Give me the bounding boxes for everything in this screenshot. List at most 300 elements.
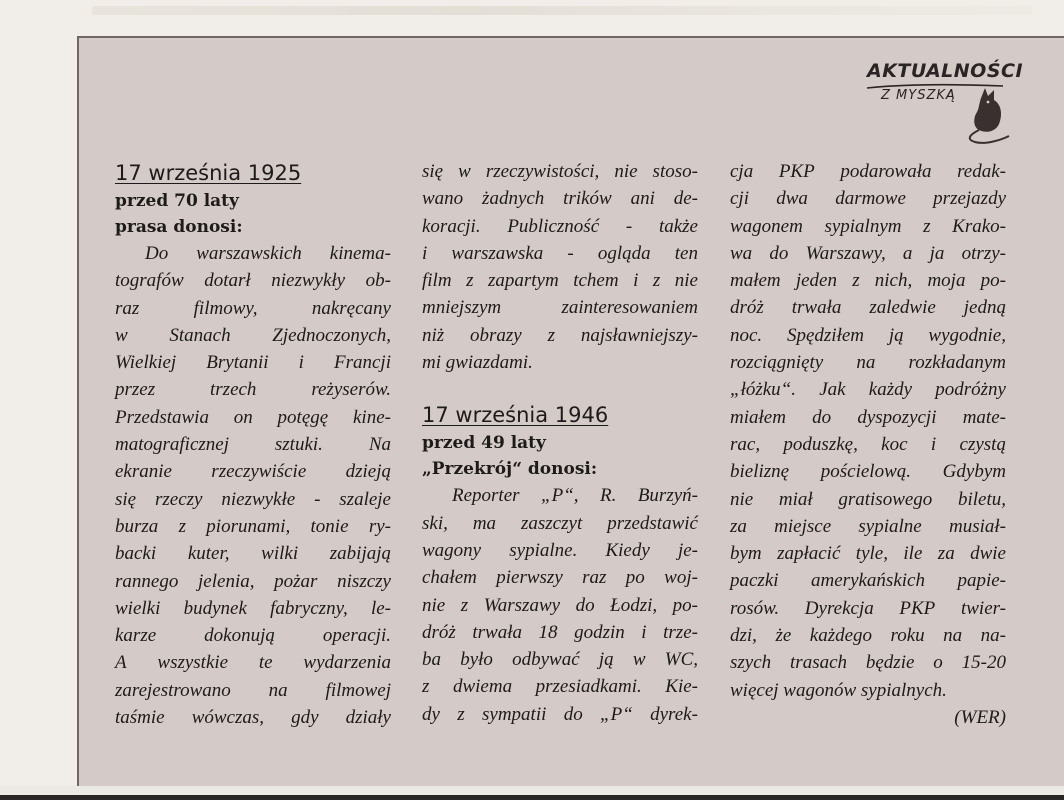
word: miał [778, 488, 813, 510]
logo-subtitle: Z MYSZKĄ [881, 88, 956, 103]
word: trze- [663, 621, 698, 643]
word: raz [115, 297, 140, 319]
word: żadnych [482, 188, 545, 210]
text-line [422, 646, 698, 673]
text-line [422, 482, 698, 509]
word: budynek [183, 597, 247, 619]
text-line [115, 431, 391, 458]
word: i [298, 352, 304, 374]
word: „P“ [600, 703, 633, 725]
word: Burzyń- [637, 485, 698, 507]
word: R. [599, 485, 617, 507]
word: WC, [664, 649, 698, 671]
word: małem [730, 270, 781, 292]
word: cja [730, 161, 754, 182]
text-line [730, 349, 1006, 376]
word: mniejszym [422, 297, 502, 319]
word: - [625, 215, 633, 237]
word: dy [422, 703, 440, 725]
word: Gdybym [942, 461, 1006, 483]
word: amerykańskich [811, 570, 925, 592]
word: woj- [664, 567, 698, 589]
word: do [575, 594, 595, 616]
word: wszystkie [157, 652, 229, 674]
word: z [460, 594, 469, 616]
word: kinema- [329, 243, 391, 264]
word: miałem [730, 406, 786, 428]
word: papie- [957, 570, 1006, 592]
word: rzeczy [154, 488, 203, 510]
text-line [422, 213, 698, 240]
word: on [233, 406, 253, 428]
word: niszczy [337, 570, 391, 592]
word: - [567, 242, 574, 264]
word: twier- [960, 597, 1006, 619]
byline [730, 704, 1006, 731]
word: rosów. [730, 597, 780, 619]
text-line [730, 595, 1006, 622]
bottom-rule [0, 795, 1064, 800]
word: nie [422, 594, 446, 616]
word: ekranie [115, 461, 172, 483]
word: wówczas, [191, 707, 265, 729]
text-line [730, 322, 1006, 349]
word: się [115, 488, 137, 510]
word: moja [927, 270, 966, 292]
word: wydarzenia [303, 652, 391, 674]
word: sztuki. [274, 434, 323, 456]
word: film [422, 270, 452, 292]
word: niezwykły [271, 270, 346, 292]
word: fabryczny, [270, 597, 348, 619]
word: Wielkiej [115, 352, 177, 374]
word: bym [730, 543, 762, 565]
text-line [730, 376, 1006, 403]
word: matograficznej [115, 434, 229, 456]
word: 18 [538, 621, 558, 643]
text-line [115, 486, 391, 513]
word: cji [730, 188, 749, 210]
text-line [730, 294, 1006, 321]
entry-body [422, 482, 698, 728]
word: sypialne [858, 515, 922, 537]
word: tografów [115, 270, 184, 292]
word: ma [472, 512, 497, 534]
word: burza [115, 515, 159, 537]
word: operacji. [322, 625, 391, 647]
word: raz [582, 567, 607, 589]
word: ob- [365, 270, 391, 292]
word: rozciągnięty [730, 352, 824, 374]
text-line [422, 322, 698, 349]
word: Stanach [169, 324, 231, 346]
word: po [625, 567, 645, 589]
word: czystą [959, 433, 1006, 455]
text-line [115, 540, 391, 567]
text-line [730, 649, 1006, 676]
text-line [422, 619, 698, 646]
word: odbywać [512, 649, 580, 671]
text-line [115, 649, 391, 676]
text-line [115, 349, 391, 376]
word: że [775, 625, 792, 647]
word: sympatii [482, 703, 547, 725]
word: na- [980, 625, 1006, 647]
text-line [422, 240, 698, 267]
word: darmowe [835, 188, 906, 210]
text-line [115, 322, 391, 349]
word: Brytanii [206, 352, 269, 374]
word: wagonem [730, 215, 803, 237]
word: Warszawy, [805, 242, 886, 264]
word: Zjednoczonych, [272, 324, 391, 346]
entry-body [422, 158, 698, 376]
word: le- [370, 597, 391, 619]
word: ski, [422, 512, 448, 534]
word: filmowej [325, 679, 391, 701]
word: w [632, 649, 646, 671]
word: Łodzi, [610, 594, 658, 616]
word: - [314, 488, 321, 510]
text-run: mi gwiazdami. [422, 352, 533, 374]
word: Publiczność [507, 215, 600, 237]
word: nie [614, 161, 638, 182]
mouse-icon [961, 84, 1011, 146]
word: podarowała [840, 161, 932, 182]
text-line [115, 295, 391, 322]
word: zarejestrowano [115, 679, 231, 701]
word: 15-20 [961, 652, 1006, 674]
word: na [268, 679, 288, 701]
word: wygodnie, [928, 324, 1006, 346]
word: potęgę [277, 406, 329, 428]
word: nie [730, 488, 754, 510]
word: ba [422, 649, 441, 671]
word: Francji [334, 352, 391, 374]
word: dwie [970, 543, 1006, 565]
text-line [115, 376, 391, 403]
entry-body [115, 240, 391, 731]
word: godzin [574, 621, 625, 643]
word: zaledwie [869, 297, 936, 319]
word: zapartym [487, 270, 559, 292]
word: dróż [422, 621, 456, 643]
word: mate- [962, 406, 1006, 428]
word: de- [673, 188, 698, 210]
word: zapłacić [777, 543, 841, 565]
word: w [115, 324, 128, 346]
word: Krako- [952, 215, 1006, 237]
text-line [422, 701, 698, 728]
word: za [937, 543, 955, 565]
word: rannego [115, 570, 179, 592]
word: także [658, 215, 698, 237]
text-line [115, 595, 391, 622]
word: wilki [261, 543, 299, 565]
word: warszawskich [196, 243, 302, 264]
word: wa [730, 242, 753, 264]
word: i [633, 270, 639, 292]
word: jelenia, [198, 570, 255, 592]
entry-body [730, 158, 1006, 731]
text-line [730, 486, 1006, 513]
word: Kiedy [605, 539, 650, 561]
word: po- [672, 594, 698, 616]
text-line [730, 622, 1006, 649]
text-line [730, 513, 1006, 540]
word: stoso- [652, 161, 698, 182]
text-line [730, 213, 1006, 240]
word: każdy [868, 379, 913, 401]
word: bieliznę [730, 461, 790, 483]
word: ja [929, 242, 945, 264]
text-line [730, 267, 1006, 294]
word: kuter, [187, 543, 230, 565]
word: pościelową. [820, 461, 912, 483]
word: paczki [730, 570, 779, 592]
word: niż [422, 324, 445, 346]
word: koc [881, 433, 908, 455]
word: i [930, 433, 937, 455]
text-line [730, 567, 1006, 594]
text-line [115, 240, 391, 267]
word: trwała [472, 621, 522, 643]
text-line [115, 622, 391, 649]
text-line [422, 592, 698, 619]
word: a [902, 242, 913, 264]
word: biletu, [957, 488, 1006, 510]
text-line [730, 540, 1006, 567]
word: sypialne. [509, 539, 578, 561]
word: zabijają [329, 543, 391, 565]
word: z [466, 270, 474, 292]
word: PKP [899, 597, 936, 619]
column-3 [730, 158, 1006, 731]
word: na [943, 625, 963, 647]
word: szaleje [339, 488, 391, 510]
word: ją [888, 324, 904, 346]
word: je- [677, 539, 698, 561]
text-line [422, 185, 698, 212]
word: otrzy- [961, 242, 1006, 264]
word: z [652, 270, 661, 292]
word: chałem [422, 567, 477, 589]
text-line [730, 185, 1006, 212]
top-bleed-text [92, 6, 1032, 15]
word: trwała [791, 297, 842, 319]
word: Spędziłem [786, 324, 865, 346]
word: dotarł [204, 270, 251, 292]
word: podróżny [935, 379, 1006, 401]
word: Warszawy [483, 594, 561, 616]
text-line [730, 158, 1006, 185]
word: zainteresowaniem [561, 297, 698, 319]
text-line [422, 564, 698, 591]
word: dróż [730, 297, 764, 319]
word: trzech [210, 379, 257, 401]
word: było [460, 649, 493, 671]
word: przez [115, 379, 156, 401]
word: niezwykłe [221, 488, 296, 510]
word: „łóżku“. [730, 379, 796, 401]
word: zaszczyt [521, 512, 583, 534]
text-line [422, 349, 698, 376]
word: się [422, 161, 444, 182]
text-run: (WER) [954, 706, 1006, 728]
word: miejsce [774, 515, 832, 537]
word: z [178, 515, 186, 537]
text-line [115, 458, 391, 485]
word: najsławniejszy- [580, 324, 698, 346]
word: dzieją [345, 461, 391, 483]
word: po- [980, 270, 1006, 292]
text-line [422, 510, 698, 537]
word: do [769, 242, 789, 264]
word: koracji. [422, 215, 481, 237]
word: ją [598, 649, 614, 671]
word: przejazdy [933, 188, 1006, 210]
text-run: więcej wagonów sypialnych. [730, 679, 947, 701]
word: dwa [776, 188, 808, 210]
text-line [115, 404, 391, 431]
word: o [933, 652, 943, 674]
word: Reporter [452, 485, 520, 507]
block-gap [422, 376, 698, 400]
word: filmowy, [193, 297, 258, 319]
word: przedstawić [607, 512, 698, 534]
word: do [563, 703, 583, 725]
text-line [115, 677, 391, 704]
text-line [730, 404, 1006, 431]
word: piorunami, [206, 515, 291, 537]
column-2 [422, 158, 698, 728]
word: ten [674, 242, 698, 264]
entry-date: 17 września 1925 [115, 161, 302, 185]
entry-subheading: przed 70 laty [115, 191, 239, 211]
word: z [923, 215, 931, 237]
word: wielki [115, 597, 161, 619]
word: trików [563, 188, 612, 210]
entry-subheading: prasa donosi: [115, 217, 243, 237]
word: nakręcany [311, 297, 391, 319]
logo-title: AKTUALNOŚCI [867, 60, 1024, 82]
word: taśmie [115, 707, 165, 729]
word: rzeczywiście [211, 461, 307, 483]
word: na [856, 352, 876, 374]
text-line [730, 677, 1006, 704]
entry-date: 17 września 1946 [422, 403, 609, 428]
word: Przedstawia [115, 406, 209, 428]
word: nie [674, 270, 698, 292]
text-line [422, 537, 698, 564]
word: redak- [957, 161, 1006, 182]
word: tchem [573, 270, 619, 292]
word: jedną [963, 297, 1006, 319]
word: z [852, 270, 860, 292]
word: do [812, 406, 832, 428]
word: i [641, 621, 647, 643]
word: dyspozycji [857, 406, 937, 428]
text-line [422, 294, 698, 321]
word: poduszkę, [783, 433, 858, 455]
word: rac, [730, 433, 761, 455]
text-line [115, 568, 391, 595]
text-line [730, 458, 1006, 485]
text-line [422, 267, 698, 294]
word: dokonują [204, 625, 275, 647]
word: pożar [274, 570, 318, 592]
word: każdego [809, 625, 873, 647]
word: noc. [730, 324, 763, 346]
word: „P“, [541, 485, 579, 507]
word: szych [730, 652, 772, 674]
word: Do [145, 243, 169, 264]
text-line [115, 513, 391, 540]
word: dwiema [452, 676, 513, 698]
word: te [258, 652, 273, 674]
text-line [115, 704, 391, 731]
word: gratisowego [838, 488, 933, 510]
word: przesiadkami. [535, 676, 642, 698]
text-line [730, 240, 1006, 267]
word: w [458, 161, 471, 182]
text-line [730, 431, 1006, 458]
word: kine- [353, 406, 391, 428]
word: dzi, [730, 625, 757, 647]
word: ile [903, 543, 923, 565]
text-line [422, 158, 698, 185]
word: działy [345, 707, 391, 729]
word: będzie [865, 652, 915, 674]
word: Dyrekcja [804, 597, 874, 619]
word: jeden [795, 270, 837, 292]
word: wano [422, 188, 464, 210]
word: gdy [291, 707, 319, 729]
word: tonie [310, 515, 349, 537]
word: ani [630, 188, 655, 210]
word: roku [890, 625, 925, 647]
word: i [422, 242, 428, 264]
word: za [730, 515, 747, 537]
column-1 [115, 158, 391, 731]
word: warszawska [451, 242, 544, 264]
word: pierwszy [496, 567, 563, 589]
word: tyle, [855, 543, 888, 565]
word: musiał- [948, 515, 1006, 537]
word: dyrek- [650, 703, 698, 725]
word: Kie- [665, 676, 698, 698]
word: trasach [790, 652, 848, 674]
word: PKP [778, 161, 815, 182]
word: A [115, 652, 127, 674]
word: rozkładanym [908, 352, 1006, 374]
word: sypialnym [824, 215, 902, 237]
word: obrazy [470, 324, 522, 346]
word: nich, [874, 270, 913, 292]
text-line [422, 673, 698, 700]
word: z [422, 676, 430, 698]
word: rzeczywistości, [485, 161, 600, 182]
word: z [457, 703, 465, 725]
word: ry- [368, 515, 391, 537]
word: z [547, 324, 555, 346]
word: karze [115, 625, 157, 647]
word: wagony [422, 539, 482, 561]
entry-subheading: przed 49 laty [422, 433, 546, 454]
word: Na [368, 434, 391, 456]
word: backi [115, 543, 157, 565]
word: ogląda [597, 242, 651, 264]
